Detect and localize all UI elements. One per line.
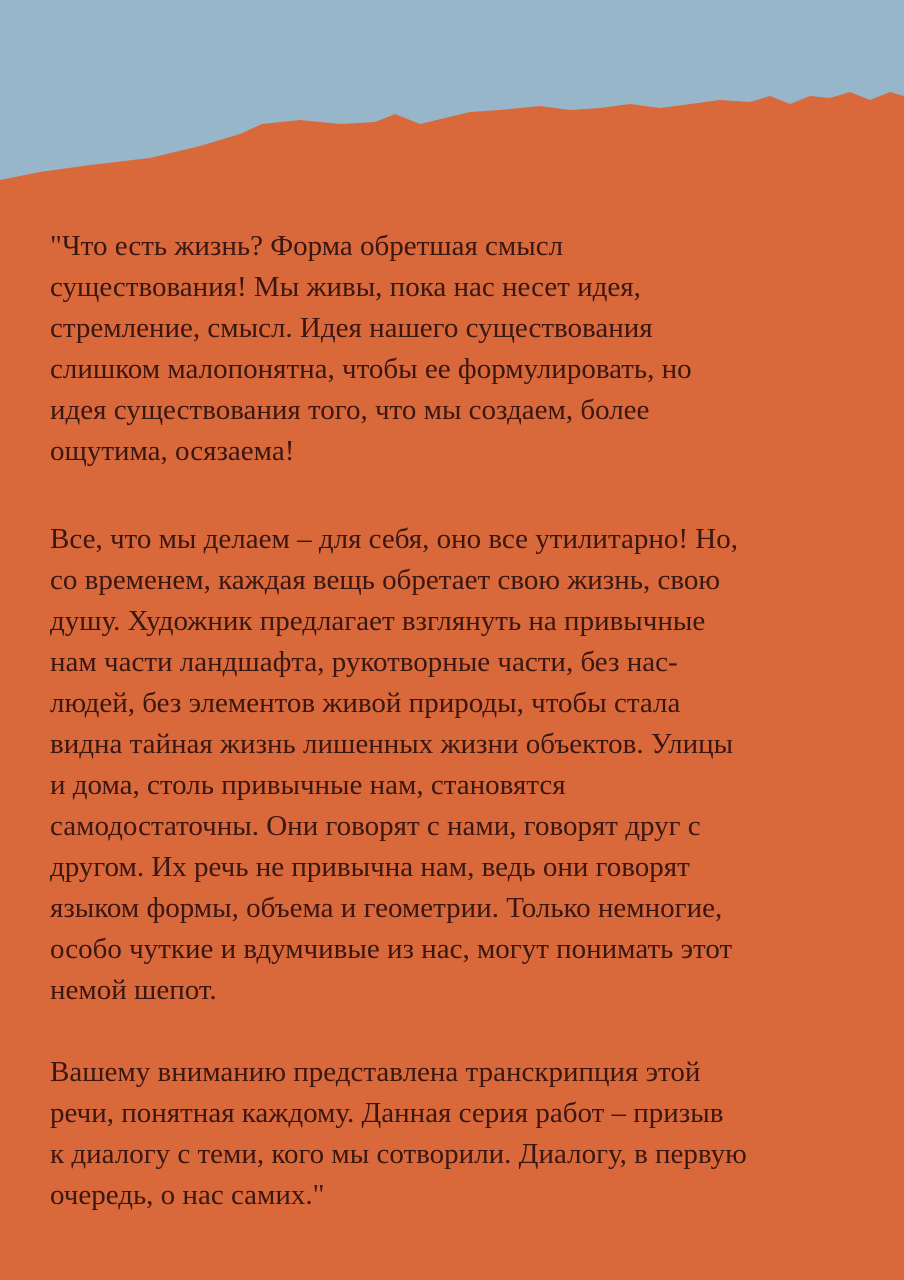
paragraph-1: [50, 226, 692, 472]
text-line: слишком малопонятна, чтобы ее формулировать, но: [50, 353, 692, 385]
text-line: языком формы, объема и геометрии. Только немногие,: [50, 892, 723, 924]
text-line: стремление, смысл. Идея нашего существования: [50, 312, 653, 344]
text-line: ощутима, осязаема!: [50, 435, 295, 467]
text-line: самодостаточны. Они говорят с нами, говорят друг с: [50, 810, 701, 842]
text-line: "Что есть жизнь? Форма обретшая смысл: [50, 230, 564, 262]
text-line: очередь, о нас самих.": [50, 1179, 325, 1211]
text-line: Вашему вниманию представлена транскрипция этой: [50, 1056, 701, 1088]
text-line: со временем, каждая вещь обретает свою жизнь, свою: [50, 564, 721, 596]
text-line: Все, что мы делаем – для себя, оно все утилитарно! Но,: [50, 523, 738, 555]
text-line: немой шепот.: [50, 974, 217, 1006]
text-line: и дома, столь привычные нам, становятся: [50, 769, 566, 801]
text-line: другом. Их речь не привычна нам, ведь они говорят: [50, 851, 690, 883]
text-line: видна тайная жизнь лишенных жизни объектов. Улицы: [50, 728, 734, 760]
paragraph-2: [50, 519, 738, 1011]
text-line: душу. Художник предлагает взглянуть на привычные: [50, 605, 706, 637]
text-line: речи, понятная каждому. Данная серия работ – призыв: [50, 1097, 724, 1129]
text-line: к диалогу с теми, кого мы сотворили. Диалогу, в первую: [50, 1138, 747, 1170]
text-line: идея существования того, что мы создаем, более: [50, 394, 650, 426]
text-line: существования! Мы живы, пока нас несет идея,: [50, 271, 641, 303]
text-line: людей, без элементов живой природы, чтобы стала: [50, 687, 681, 719]
text-line: нам части ландшафта, рукотворные части, без нас-: [50, 646, 678, 678]
text-line: особо чуткие и вдумчивые из нас, могут понимать этот: [50, 933, 733, 965]
paragraph-3: [50, 1052, 747, 1216]
